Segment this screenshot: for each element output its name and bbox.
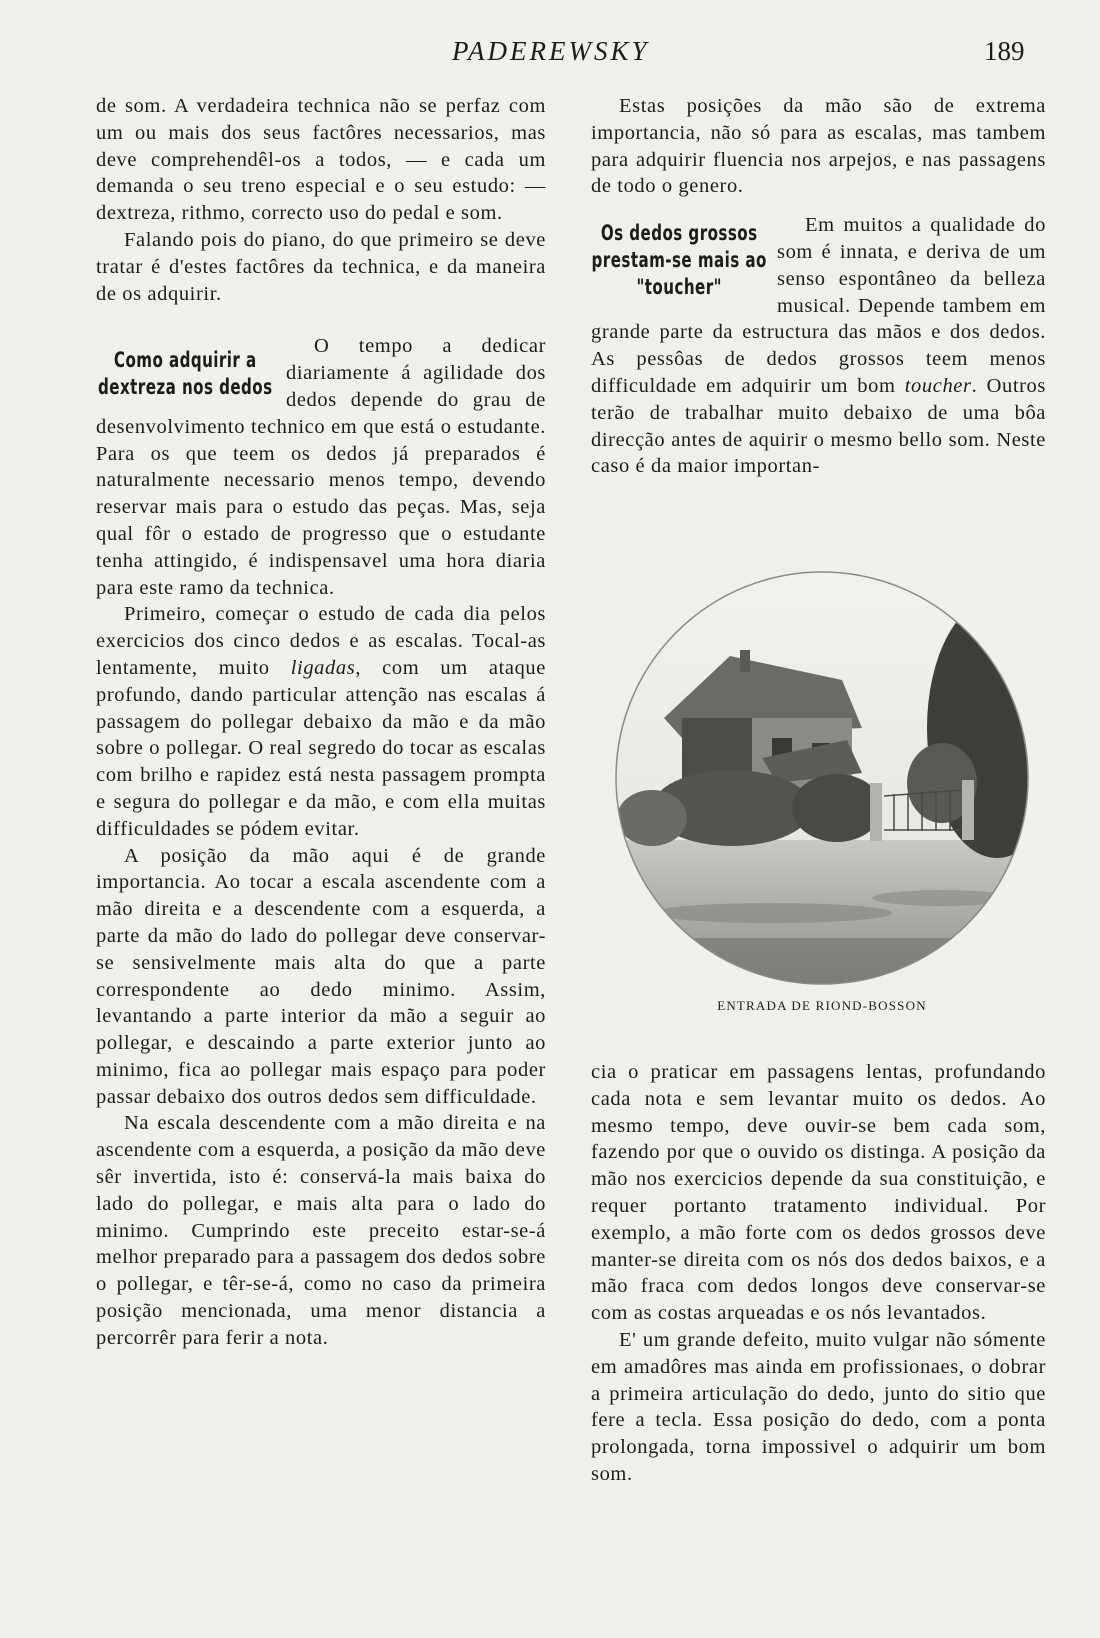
paragraph: Estas posições da mão são de extrema importancia, não só para as escalas, mas tambem para adquirir fluencia nos arpejos, e nas passagens de todo o genero. bbox=[591, 95, 1046, 198]
running-title: PADEREWSKY bbox=[452, 36, 650, 66]
paragraph-text: . Outros terão de trabalhar muito debaixo de uma bôa direcção antes de aquirir o mesmo bello som. Neste caso é da maior importan- bbox=[591, 374, 1046, 478]
paragraph-text: Em muitos a qualidade do som é innata, e deriva de um senso espontâneo da belleza musical. Depende tambem em grande parte da estructura das mãos e dos dedos. As pessôas de dedos grossos teem menos difficuldade em adquirir um bom bbox=[591, 214, 1046, 397]
paragraph bbox=[96, 601, 546, 842]
italic-term: toucher bbox=[904, 374, 972, 397]
paragraph: A posição da mão aqui é de grande importancia. Ao tocar a escala ascendente com a mão direita e a descendente com a esquerda, a parte da mão do lado do pollegar deve conservar-se sensivelmente mais alta do que a parte correspondente ao dedo minimo. Assim, levantando a parte interior da mão a seguir ao pollegar, e descaindo a parte exterior junto ao minimo, fica ao pollegar mais espaço para poder passar debaixo dos outros dedos sem difficuldade. bbox=[96, 844, 546, 1108]
paragraph: Na escala descendente com a mão direita e na ascendente com a esquerda, a posição da mão deve sêr invertida, isto é: conservá-la mais baixa do lado do pollegar, e mais alta para o lado do minimo. Cumprindo este preceito estar-se-á melhor preparado para a passagem dos dedos sobre o pollegar, e têr-se-á, como no caso da primeira posição mencionada, uma menor distancia a percorrêr para ferir a nota. bbox=[96, 1112, 546, 1349]
right-column-bottom bbox=[591, 1059, 1046, 1488]
paragraph: E' um grande defeito, muito vulgar não sómente em amadôres mas ainda em profissionaes, o dobrar a primeira articulação do dedo, junto do sitio que fere a tecla. Essa posição do dedo, com a ponta prolongada, torna impossivel o adquirir um bom som. bbox=[591, 1328, 1046, 1485]
paragraph: de som. A verdadeira technica não se perfaz com um ou mais dos seus factôres necessarios, mas deve comprehendêl-os a todos, — e cada um demanda o seu treno especial e o seu estudo: — dextreza, rithmo, correcto uso do pedal e som. bbox=[96, 95, 546, 225]
right-column-top bbox=[591, 93, 1046, 480]
paragraph: cia o praticar em passagens lentas, profundando cada nota e sem levantar muito os dedos. Ao mesmo tempo, deve ouvir-se bem cada som, fazendo por que o ouvido os distinga. A posição da mão nos exercicios depende da sua constituição, e requer portanto tratamento individual. Por exemplo, a mão forte com os dedos grossos deve manter-se direita com os nós dos dedos baixos, e a mão fraca com dedos longos deve conservar-se com as costas arqueadas e os nós levantados. bbox=[591, 1061, 1046, 1325]
margin-heading: Os dedos grossos prestam-se mais ao "toucher" bbox=[591, 221, 767, 300]
paragraph-text: Primeiro, começar o estudo de cada dia pelos exercicios dos cinco dedos e as escalas. Tocal-as lentamente, muito bbox=[96, 603, 546, 679]
page-number: 189 bbox=[984, 36, 1025, 66]
italic-term: ligadas bbox=[290, 656, 356, 679]
house-photograph bbox=[612, 568, 1032, 988]
paragraph-text: , com um ataque profundo, dando particular attenção nas escalas á passagem do pollegar debaixo da mão e da mão sobre o pollegar. O real segredo do tocar as escalas com brilho e rapidez está nesta passagem prompta e segura do pollegar e da mão, e com ella muitas difficuldades se pódem evitar. bbox=[96, 656, 546, 840]
photo-caption: ENTRADA DE RIOND-BOSSON bbox=[717, 998, 927, 1013]
paragraph: Falando pois do piano, do que primeiro se deve tratar é d'estes factôres da technica, e da maneira de os adquirir. bbox=[96, 228, 546, 305]
left-column bbox=[96, 93, 546, 1352]
margin-heading: Como adquirir a dextreza nos dedos bbox=[98, 348, 273, 400]
paragraph: O tempo a dedicar diariamente á agilidade dos dedos depende do grau de desenvolvimento technico em que está o estudante. Para os que teem os dedos já preparados é naturalmente necessario menos tempo, devendo reservar mais para o estudo das peças. Mas, seja qual fôr o estado de progresso que o estudante tenha attingido, é indispensavel uma hora diaria para este ramo da technica. bbox=[96, 335, 546, 599]
